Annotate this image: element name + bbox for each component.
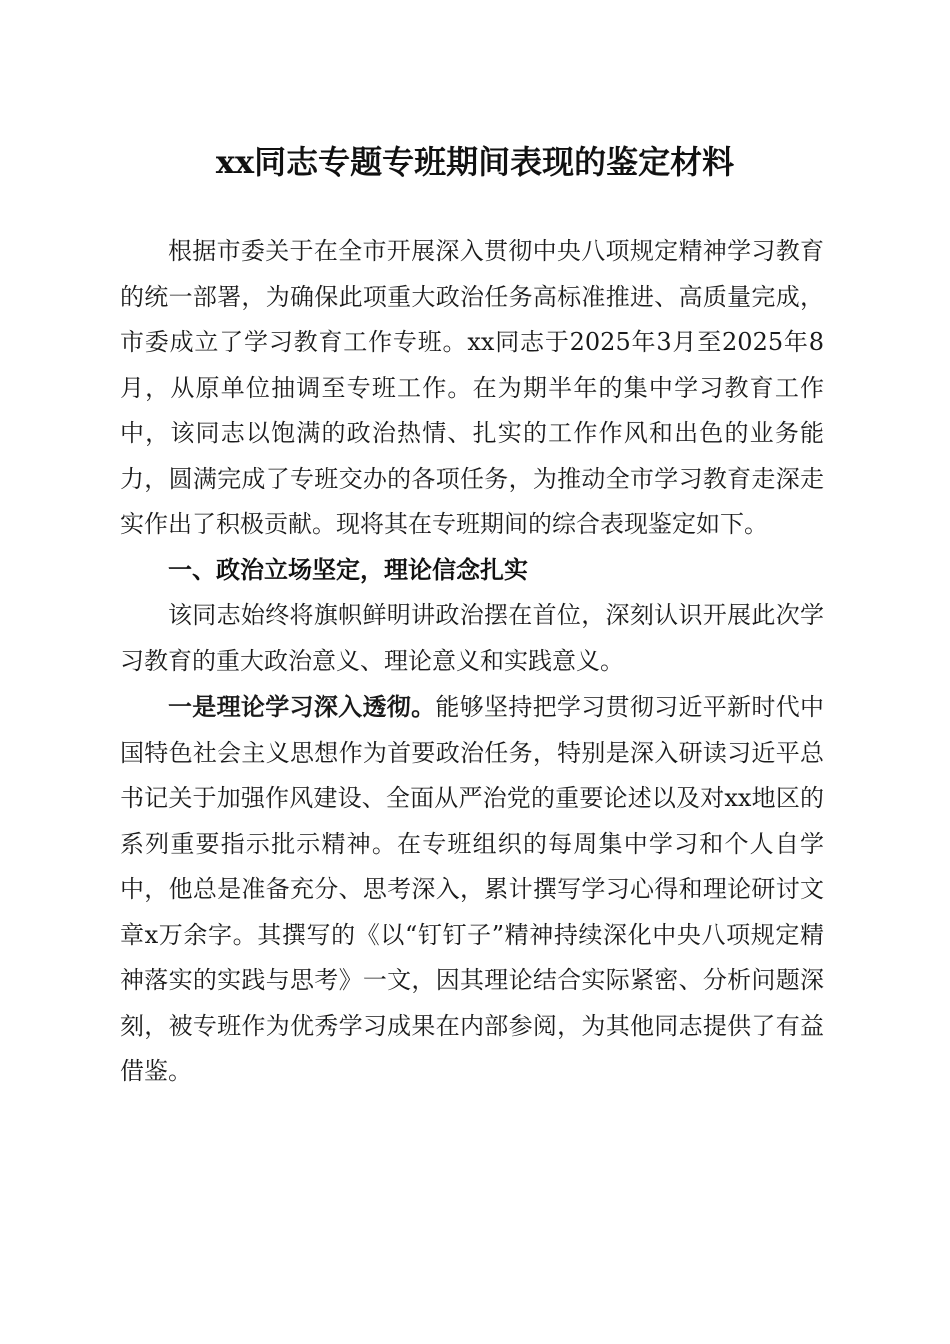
point-lead: 一是理论学习深入透彻。 <box>168 692 436 721</box>
section-paragraph: 该同志始终将旗帜鲜明讲政治摆在首位，深刻认识开展此次学习教育的重大政治意义、理论意义和实践意义。 <box>120 601 824 675</box>
point-text: 能够坚持把学习贯彻习近平新时代中国特色社会主义思想作为首要政治任务，特别是深入研读习近平总书记关于加强作风建设、全面从严治党的重要论述以及对xx地区的系列重要指示批示精神。在专班组织的每周集中学习和个人自学中，他总是准备充分、思考深入，累计撰写学习心得和理论研讨文章x万余字。其撰写的《以“钉钉子”精神持续深化中央八项规定精神落实的实践与思考》一文，因其理论结合实际紧密、分析问题深刻，被专班作为优秀学习成果在内部参阅，为其他同志提供了有益借鉴。 <box>120 693 825 1085</box>
document-title: xx同志专题专班期间表现的鉴定材料 <box>215 143 735 181</box>
document-body <box>120 229 824 1095</box>
intro-paragraph: 根据市委关于在全市开展深入贯彻中央八项规定精神学习教育的统一部署，为确保此项重大政治任务高标准推进、高质量完成，市委成立了学习教育工作专班。xx同志于2025年3月至2025年8月，从原单位抽调至专班工作。在为期半年的集中学习教育工作中，该同志以饱满的政治热情、扎实的工作作风和出色的业务能力，圆满完成了专班交办的各项任务，为推动全市学习教育走深走实作出了积极贡献。现将其在专班期间的综合表现鉴定如下。 <box>120 237 824 538</box>
section-heading: 一、政治立场坚定，理论信念扎实 <box>168 555 528 584</box>
point-paragraph <box>120 684 824 1095</box>
